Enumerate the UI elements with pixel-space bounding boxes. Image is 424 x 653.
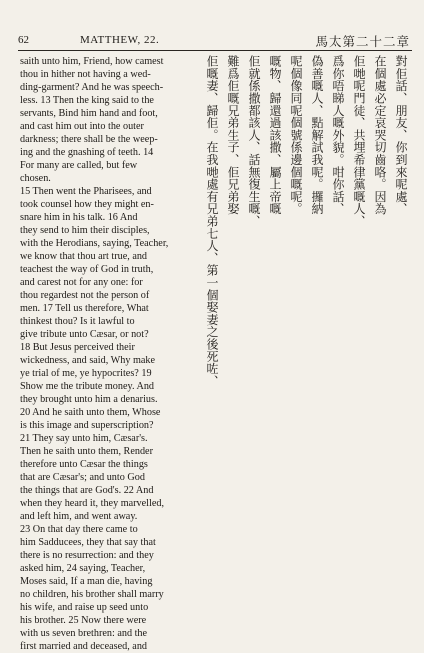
english-line: with the Herodians, saying, Teacher, [20, 238, 169, 249]
english-line: is this image and superscription? [20, 420, 154, 431]
english-text-column [20, 55, 208, 652]
english-line: wickedness, and said, Why make [20, 355, 156, 366]
english-line: and cast him out into the outer [20, 121, 144, 132]
page-number: 62 [18, 34, 29, 46]
english-line: Moses said, If a man die, having [20, 576, 153, 587]
english-line: Then he saith unto them, Render [20, 446, 153, 457]
english-line: chosen. [20, 173, 51, 184]
english-line: 21 They say unto him, Cæsar's. [20, 433, 148, 444]
english-line: snare him in his talk. 16 And [20, 212, 138, 223]
english-line: 23 On that day there came to [20, 524, 138, 535]
english-line: his brother. 25 Now there were [20, 615, 147, 626]
english-line: Show me the tribute money. And [20, 381, 155, 392]
english-line: therefore unto Cæsar the things [20, 459, 148, 470]
english-line: ding-garment? And he was speech- [20, 82, 164, 93]
english-line: they brought unto him a denarius. [20, 394, 158, 405]
english-line: the things that are God's. 22 And [20, 485, 154, 496]
english-line: and left him, and went away. [20, 511, 138, 522]
english-line: first married and deceased, and [20, 641, 148, 652]
english-line: ye trial of me, ye hypocrites? 19 [20, 368, 152, 379]
english-line: 15 Then went the Pharisees, and [20, 186, 152, 197]
english-line: 18 But Jesus perceived their [20, 342, 135, 353]
chinese-column: 爲你唔睇人嘅外貌。咁你話、 [331, 55, 345, 215]
english-line: and carest not for any one: for [20, 277, 143, 288]
english-line: him Sadducees, they that say that [20, 537, 156, 548]
english-line: ing and the gnashing of teeth. 14 [20, 147, 154, 158]
chinese-column: 在個處必定哀哭切齒咯。因為 [373, 55, 387, 215]
english-line: they send to him their disciples, [20, 225, 150, 236]
english-line: give tribute unto Cæsar, or not? [20, 329, 149, 340]
english-line: saith unto him, Friend, how camest [20, 56, 164, 67]
english-line: thinkest thou? Is it lawful to [20, 316, 135, 327]
english-line: his wife, and raise up seed unto [20, 602, 149, 613]
page-header [18, 30, 412, 51]
chinese-column: 佢哋呢門徒、共埋希律黨嘅人、 [352, 55, 366, 228]
english-line: thou in hither not having a wed- [20, 69, 151, 80]
english-line: men. 17 Tell us therefore, What [20, 303, 149, 314]
english-line: we know that thou art true, and [20, 251, 148, 262]
english-line: no children, his brother shall marry [20, 589, 164, 600]
running-head-english: MATTHEW, 22. [80, 34, 160, 46]
english-line: 20 And he saith unto them, Whose [20, 407, 161, 418]
english-line: there is no resurrection: and they [20, 550, 154, 561]
english-line: darkness; there shall be the weep- [20, 134, 158, 145]
english-line: teachest the way of God in truth, [20, 264, 154, 275]
chinese-column: 佢嘅妻、歸佢。在我哋處有兄弟七人、第一個娶妻之後死咗、 [205, 55, 219, 388]
english-line: servants, Bind him hand and foot, [20, 108, 158, 119]
chinese-column: 偽善嘅人、點解試我呢。攞納 [310, 55, 324, 215]
english-line: with us seven brethren: and the [20, 628, 148, 639]
english-line: asked him, 24 saying, Teacher, [20, 563, 146, 574]
chinese-column: 佢就係撒都該人、話無復生嘅、 [247, 55, 261, 228]
chinese-text-block [205, 55, 408, 580]
chinese-column: 嘅物、歸還過該撒、屬上帝嘅 [268, 55, 282, 215]
english-line: when they heard it, they marvelled, [20, 498, 164, 509]
chinese-column: 呢個像同呢個號係邊個嘅呢。 [289, 55, 303, 215]
english-line: that are Cæsar's; and unto God [20, 472, 145, 483]
english-line: For many are called, but few [20, 160, 138, 171]
chinese-column: 對佢話、朋友、你到來呢處、 [394, 55, 408, 215]
english-line: less. 13 Then the king said to the [20, 95, 154, 106]
english-line: took counsel how they might en- [20, 199, 154, 210]
english-line: thou regardest not the person of [20, 290, 150, 301]
running-head-chinese: 馬太第二十二章 [315, 35, 410, 49]
chinese-column: 難爲佢嘅兄弟生子、佢兄弟娶 [226, 55, 240, 215]
